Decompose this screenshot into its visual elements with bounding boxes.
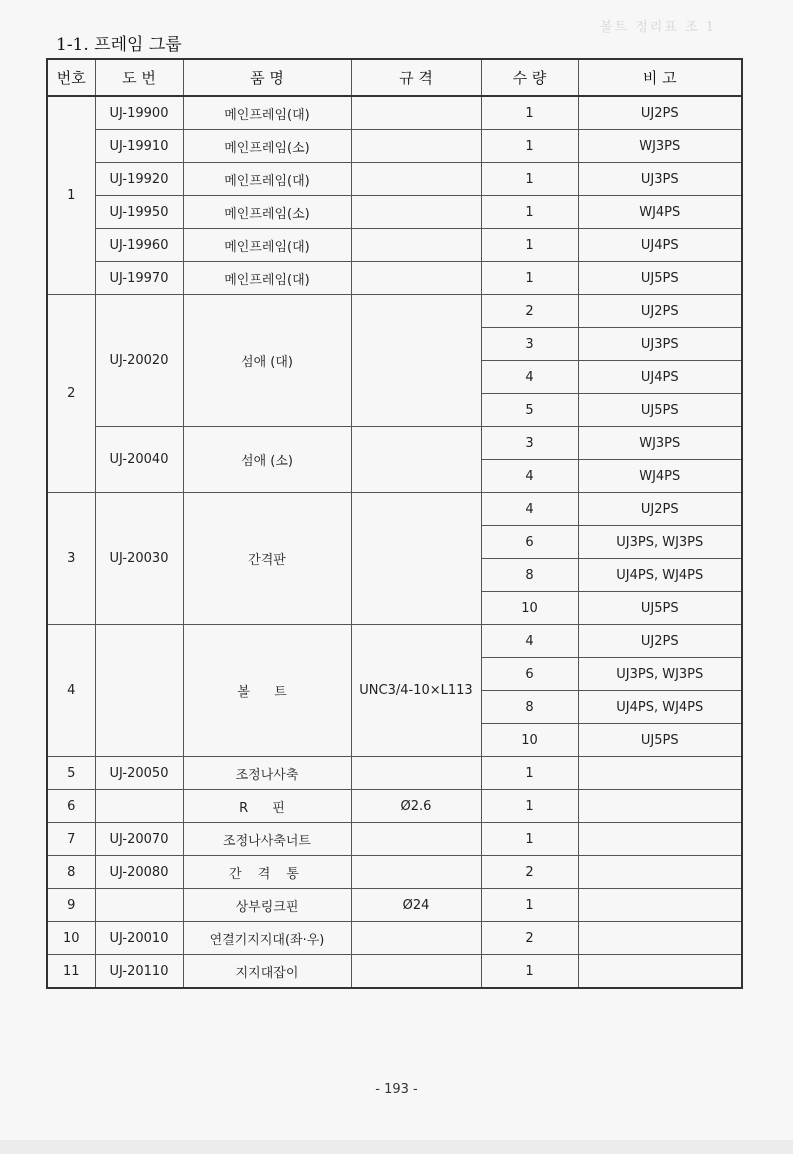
cell-remark: UJ5PS [578, 394, 742, 427]
cell-drawing: UJ-20020 [95, 295, 183, 427]
cell-name: 메인프레임(소) [183, 196, 351, 229]
table-row [47, 229, 742, 262]
cell-name: 간격판 [183, 493, 351, 625]
cell-drawing: UJ-20050 [95, 757, 183, 790]
cell-no: 2 [47, 295, 95, 493]
cell-qty: 1 [481, 790, 578, 823]
cell-remark: WJ4PS [578, 196, 742, 229]
cell-no: 9 [47, 889, 95, 922]
cell-qty: 1 [481, 889, 578, 922]
cell-spec [351, 922, 481, 955]
cell-name: 메인프레임(대) [183, 163, 351, 196]
cell-drawing [95, 625, 183, 757]
cell-no: 1 [47, 96, 95, 295]
cell-qty: 1 [481, 757, 578, 790]
cell-drawing: UJ-19900 [95, 96, 183, 130]
col-header-remark: 비 고 [578, 59, 742, 96]
cell-drawing: UJ-20030 [95, 493, 183, 625]
table-row [47, 922, 742, 955]
cell-qty: 8 [481, 559, 578, 592]
cell-no: 6 [47, 790, 95, 823]
cell-spec [351, 130, 481, 163]
table-row [47, 196, 742, 229]
cell-remark: UJ4PS, WJ4PS [578, 691, 742, 724]
cell-qty: 1 [481, 96, 578, 130]
cell-name: 지지대잡이 [183, 955, 351, 989]
cell-qty: 2 [481, 922, 578, 955]
cell-qty: 4 [481, 460, 578, 493]
cell-name: 메인프레임(대) [183, 229, 351, 262]
cell-name: 연결기지지대(좌·우) [183, 922, 351, 955]
section-title: 1-1. 프레임 그룹 [56, 35, 182, 55]
cell-qty: 4 [481, 361, 578, 394]
cell-remark: WJ4PS [578, 460, 742, 493]
cell-spec [351, 196, 481, 229]
cell-qty: 6 [481, 526, 578, 559]
cell-no: 4 [47, 625, 95, 757]
cell-drawing: UJ-20110 [95, 955, 183, 989]
parts-table [46, 58, 743, 989]
cell-qty: 10 [481, 592, 578, 625]
cell-drawing [95, 889, 183, 922]
cell-spec [351, 96, 481, 130]
cell-name: 볼 트 [183, 625, 351, 757]
cell-qty: 6 [481, 658, 578, 691]
cell-drawing: UJ-19920 [95, 163, 183, 196]
table-row [47, 757, 742, 790]
col-header-drawing: 도 번 [95, 59, 183, 96]
cell-qty: 10 [481, 724, 578, 757]
cell-drawing: UJ-19970 [95, 262, 183, 295]
cell-remark: WJ3PS [578, 130, 742, 163]
cell-spec: Ø24 [351, 889, 481, 922]
cell-remark [578, 922, 742, 955]
cell-remark: UJ3PS, WJ3PS [578, 526, 742, 559]
table-row [47, 856, 742, 889]
cell-no: 3 [47, 493, 95, 625]
cell-remark: WJ3PS [578, 427, 742, 460]
cell-drawing: UJ-19950 [95, 196, 183, 229]
table-row [47, 823, 742, 856]
cell-drawing: UJ-20010 [95, 922, 183, 955]
table-row [47, 295, 742, 328]
cell-spec [351, 427, 481, 493]
cell-name: 섬애 (대) [183, 295, 351, 427]
cell-qty: 1 [481, 196, 578, 229]
cell-qty: 2 [481, 856, 578, 889]
cell-name: R 핀 [183, 790, 351, 823]
cell-qty: 1 [481, 229, 578, 262]
cell-name: 간 격 통 [183, 856, 351, 889]
table-row [47, 262, 742, 295]
cell-spec [351, 262, 481, 295]
cell-spec [351, 757, 481, 790]
cell-drawing: UJ-19910 [95, 130, 183, 163]
cell-qty: 1 [481, 262, 578, 295]
cell-name: 메인프레임(소) [183, 130, 351, 163]
cell-remark: UJ2PS [578, 625, 742, 658]
cell-remark: UJ3PS, WJ3PS [578, 658, 742, 691]
cell-name: 상부링크핀 [183, 889, 351, 922]
cell-name: 조정나사축 [183, 757, 351, 790]
cell-qty: 3 [481, 427, 578, 460]
cell-remark [578, 856, 742, 889]
cell-remark: UJ3PS [578, 328, 742, 361]
col-header-name: 품 명 [183, 59, 351, 96]
cell-remark: UJ2PS [578, 96, 742, 130]
cell-remark: UJ4PS [578, 361, 742, 394]
scan-edge [0, 1140, 793, 1154]
cell-remark [578, 757, 742, 790]
cell-spec [351, 493, 481, 625]
faint-header: 볼트 정리표 조 1 [600, 20, 717, 35]
cell-qty: 1 [481, 130, 578, 163]
page-number: - 193 - [375, 1082, 418, 1097]
table-row [47, 163, 742, 196]
cell-remark: UJ4PS, WJ4PS [578, 559, 742, 592]
cell-remark [578, 790, 742, 823]
cell-remark [578, 889, 742, 922]
cell-spec [351, 295, 481, 427]
cell-name: 조정나사축너트 [183, 823, 351, 856]
cell-drawing: UJ-20070 [95, 823, 183, 856]
table-row [47, 96, 742, 130]
col-header-qty: 수 량 [481, 59, 578, 96]
cell-remark [578, 823, 742, 856]
col-header-spec: 규 격 [351, 59, 481, 96]
cell-spec [351, 163, 481, 196]
cell-remark: UJ4PS [578, 229, 742, 262]
cell-remark [578, 955, 742, 989]
cell-remark: UJ5PS [578, 724, 742, 757]
cell-no: 7 [47, 823, 95, 856]
cell-qty: 1 [481, 163, 578, 196]
cell-remark: UJ5PS [578, 262, 742, 295]
cell-qty: 8 [481, 691, 578, 724]
cell-remark: UJ3PS [578, 163, 742, 196]
table-row [47, 427, 742, 460]
cell-no: 8 [47, 856, 95, 889]
table-row [47, 955, 742, 989]
cell-qty: 1 [481, 823, 578, 856]
cell-spec [351, 955, 481, 989]
cell-spec [351, 856, 481, 889]
cell-qty: 1 [481, 955, 578, 989]
col-header-no: 번호 [47, 59, 95, 96]
table-row [47, 493, 742, 526]
cell-name: 메인프레임(대) [183, 262, 351, 295]
cell-name: 섬애 (소) [183, 427, 351, 493]
cell-remark: UJ2PS [578, 493, 742, 526]
cell-qty: 4 [481, 493, 578, 526]
cell-qty: 5 [481, 394, 578, 427]
cell-drawing: UJ-20080 [95, 856, 183, 889]
cell-spec: UNC3/4-10×L113 [351, 625, 481, 757]
cell-remark: UJ2PS [578, 295, 742, 328]
cell-qty: 3 [481, 328, 578, 361]
cell-spec [351, 823, 481, 856]
cell-drawing [95, 790, 183, 823]
cell-spec: Ø2.6 [351, 790, 481, 823]
table-row [47, 625, 742, 658]
cell-no: 11 [47, 955, 95, 989]
table-row [47, 130, 742, 163]
cell-spec [351, 229, 481, 262]
cell-name: 메인프레임(대) [183, 96, 351, 130]
table-row [47, 889, 742, 922]
table-row [47, 790, 742, 823]
cell-qty: 2 [481, 295, 578, 328]
cell-remark: UJ5PS [578, 592, 742, 625]
cell-drawing: UJ-20040 [95, 427, 183, 493]
cell-no: 5 [47, 757, 95, 790]
cell-drawing: UJ-19960 [95, 229, 183, 262]
table-header-row [47, 59, 742, 96]
cell-no: 10 [47, 922, 95, 955]
cell-qty: 4 [481, 625, 578, 658]
